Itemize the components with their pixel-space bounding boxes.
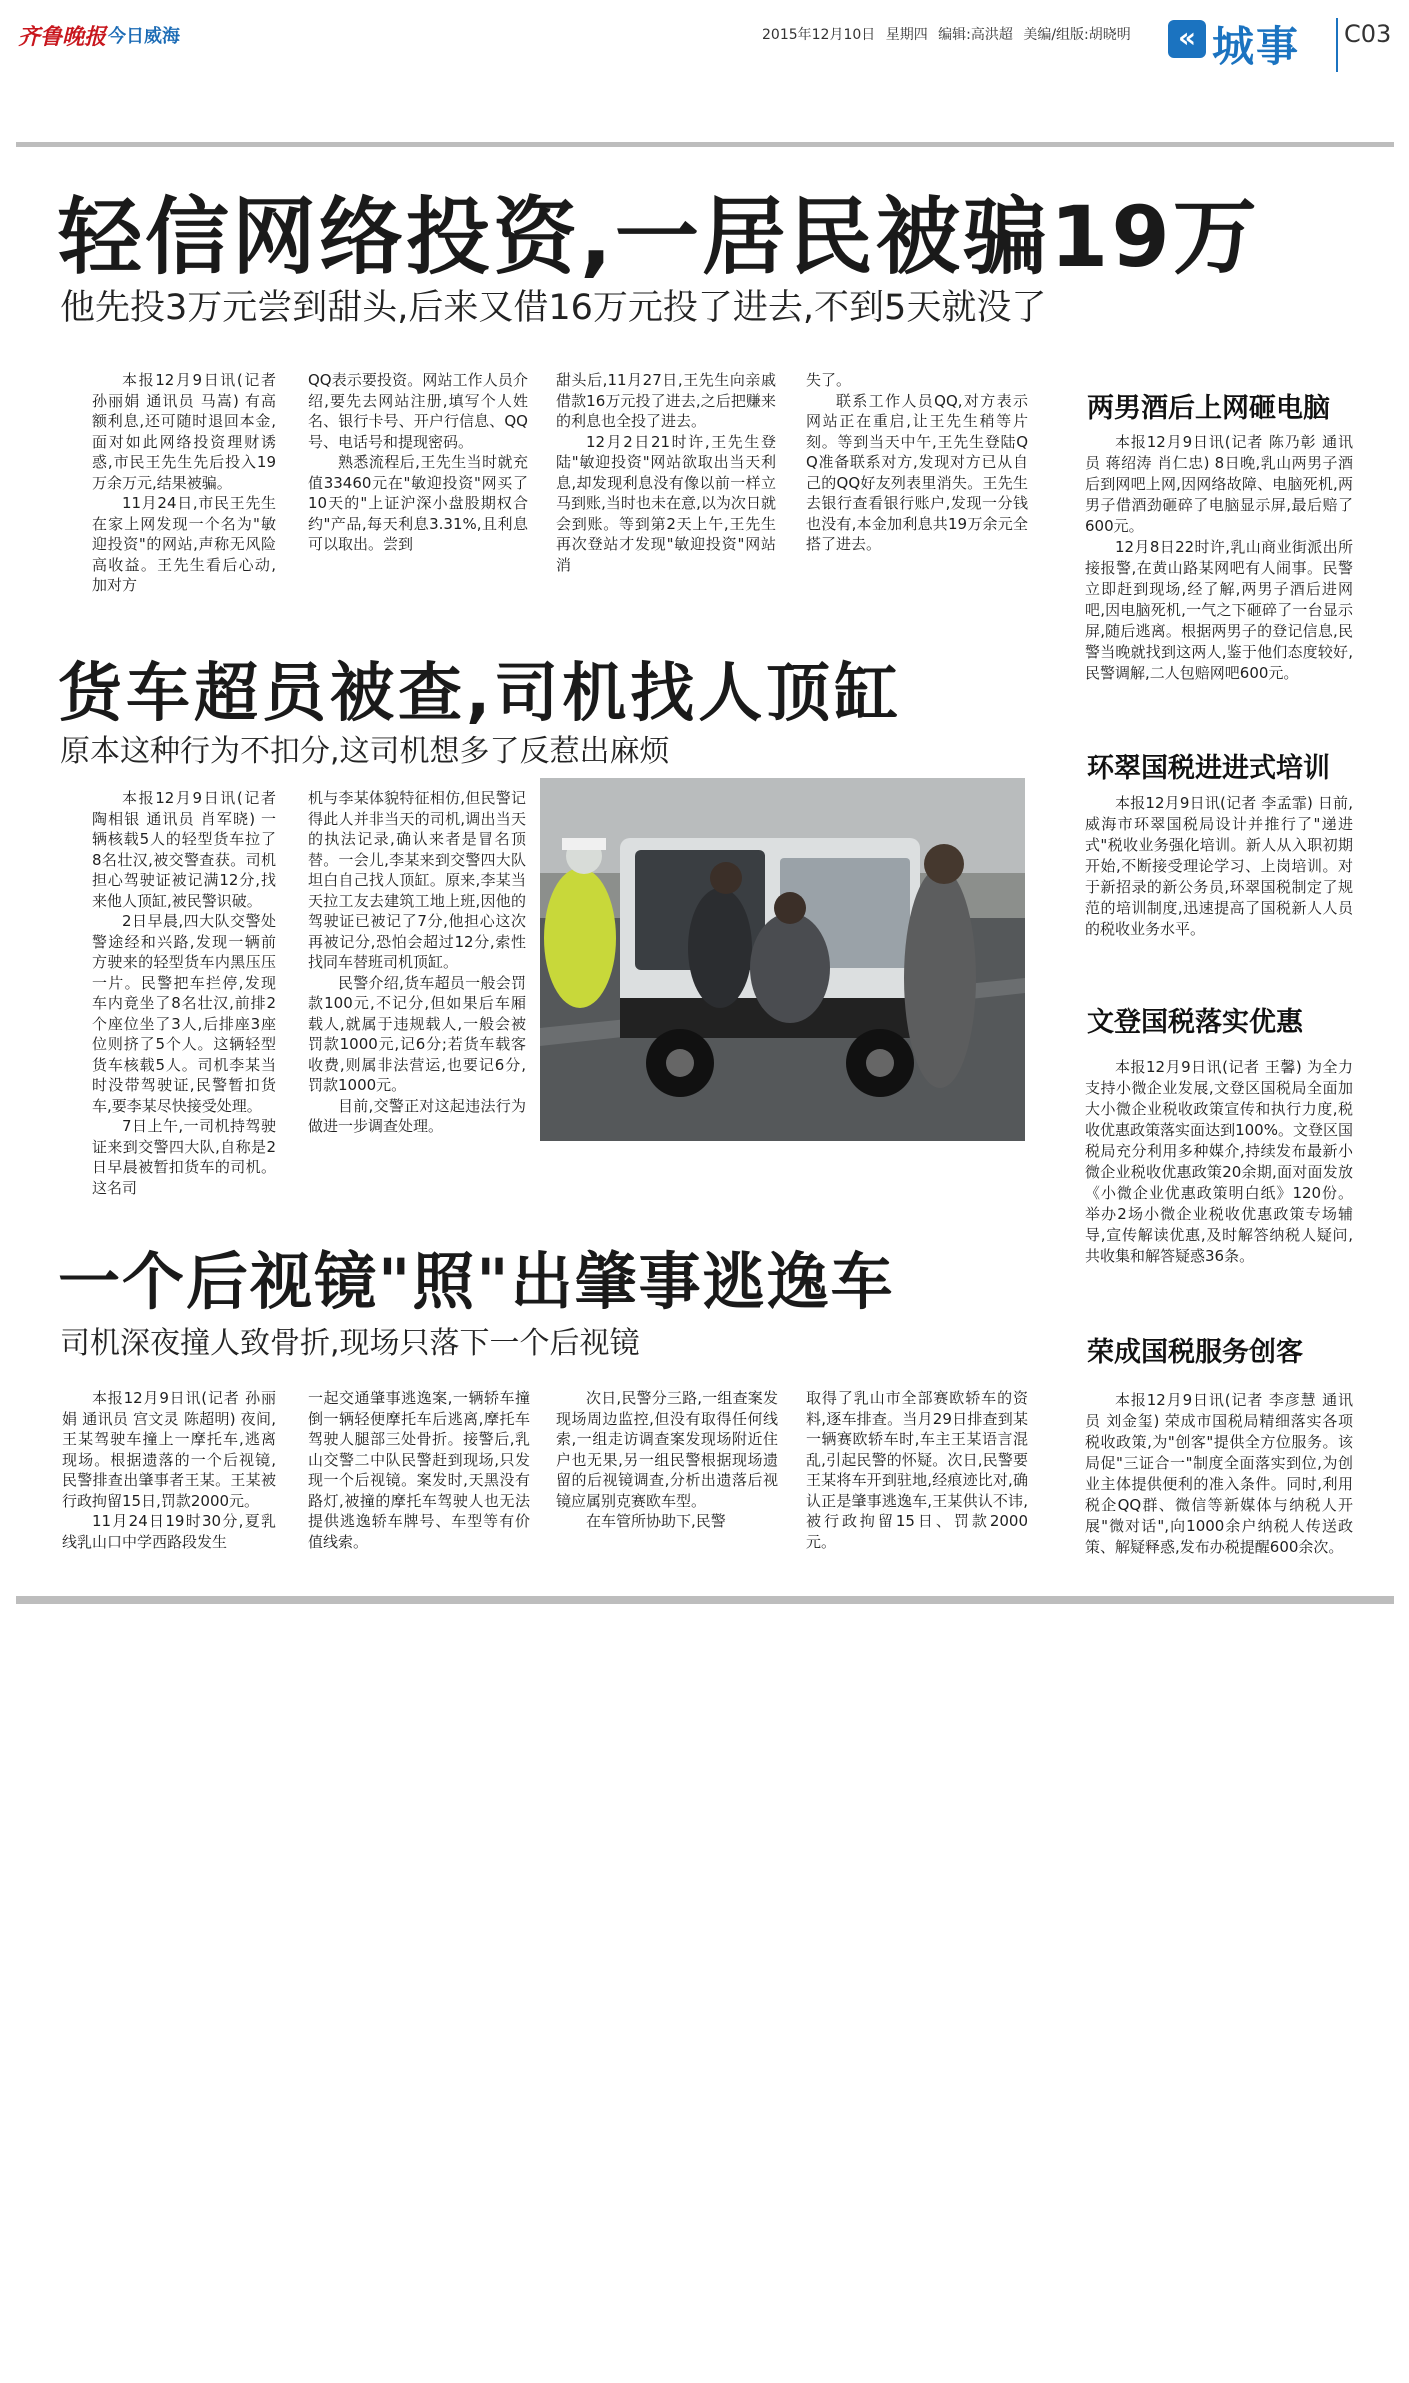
designer-credit: 美编/组版:胡晓明 (1023, 27, 1131, 43)
story1-para: 甜头后,11月27日,王先生向亲戚借款16万元投了进去,之后把赚来的利息也全投了进去。 (556, 371, 776, 430)
sidebar-headline: 荣成国税服务创客 (1087, 1337, 1303, 1368)
sidebar-para: 12月8日22时许,乳山商业街派出所接报警,在黄山路某网吧有人闹事。民警立即赶到现场,经了解,两男子酒后进网吧,因电脑死机,一气之下砸碎了一台显示屏,随后逃离。根据两男子的登记信息,民警当晚就找到这两人,鉴于他们态度较好,民警调解,二人包赔网吧600元。 (1085, 538, 1353, 682)
story3-para: 在车管所协助下,民警 (586, 1512, 726, 1530)
story1-column-4 (806, 370, 1028, 555)
story2-para: 机与李某体貌特征相仿,但民警记得此人并非当天的司机,调出当天的执法记录,确认来者是冒名顶替。一会儿,李某来到交警四大队坦白自己找人顶缸。原来,李某当天拉工友去建筑工地上班,因他的驾驶证已被记了7分,他担心这次再被记分,恐怕会超过12分,索性找同车替班司机顶缸。 (308, 789, 526, 971)
story3-column-2 (308, 1388, 530, 1552)
story3-para: 本报12月9日讯(记者 孙丽娟 通讯员 宫文灵 陈超明) 夜间,王某驾驶车撞上一摩托车,逃离现场。根据遗落的一个后视镜,民警排查出肇事者王某。王某被行政拘留15日,罚款2000元。 (62, 1389, 276, 1510)
story1-column-1 (92, 370, 276, 596)
issue-info (762, 24, 1131, 44)
story1-subhead: 他先投3万元尝到甜头,后来又借16万元投了进去,不到5天就没了 (60, 288, 1047, 328)
story2-headline: 货车超员被查,司机找人顶缸 (58, 657, 903, 731)
story1-column-3 (556, 370, 776, 575)
sidebar-headline: 环翠国税进进式培训 (1087, 753, 1330, 784)
story3-subhead: 司机深夜撞人致骨折,现场只落下一个后视镜 (60, 1326, 640, 1361)
story2-para: 7日上午,一司机持驾驶证来到交警四大队,自称是2日早晨被暂扣货车的司机。这名司 (92, 1117, 276, 1197)
sidebar-body (1085, 432, 1353, 684)
story2-para: 民警介绍,货车超员一般会罚款100元,不记分,但如果后车厢载人,就属于违规载人,一般会被罚款1000元,记6分;若货车载客收费,则属非法营运,也要记6分,罚款1000元。 (308, 973, 526, 1094)
bottom-rule (16, 1596, 1394, 1604)
story2-para: 目前,交警正对这起违法行为做进一步调查处理。 (308, 1096, 526, 1135)
story1-para: 失了。 (806, 371, 852, 389)
double-chevron-left-icon: « (1168, 20, 1206, 58)
story1-column-2 (308, 370, 528, 555)
story2-para: 2日早晨,四大队交警处警途经和兴路,发现一辆前方驶来的轻型货车内黑压压一片。民警把车拦停,发现车内竟坐了8名壮汉,前排2个座位坐了3人,后排座3座位则挤了5个人。这辆轻型货车核载5人。司机李某当时没带驾驶证,民警暂扣货车,要李某尽快接受处理。 (92, 912, 276, 1115)
sidebar-para: 本报12月9日讯(记者 李彦慧 通讯员 刘金玺) 荣成市国税局精细落实各项税收政策,为"创客"提供全方位服务。该局促"三证合一"制度全面落实到位,为创业主体提供便利的准入条件。同时,利用税企QQ群、微信等新媒体与纳税人开展"微对话",向1000余户纳税人传送政策、解疑释惑,发布办税提醒600余次。 (1085, 1391, 1353, 1556)
story2-column-1 (92, 788, 276, 1198)
masthead-logo: 齐鲁晚报 (18, 24, 107, 50)
story1-para: 12月2日21时许,王先生登陆"敏迎投资"网站欲取出当天利息,却发现利息没有像以前一样立马到账,当时也未在意,以为次日就会到账。等到第2天上午,王先生再次登站才发现"敏迎投资"网站消 (556, 432, 776, 574)
story2-subhead: 原本这种行为不扣分,这司机想多了反惹出麻烦 (60, 734, 670, 769)
sidebar-para: 本报12月9日讯(记者 陈乃彰 通讯员 蒋绍涛 肖仁忠) 8日晚,乳山两男子酒后到网吧上网,因网络故障、电脑死机,两男子借酒劲砸碎了电脑显示屏,最后赔了600元。 (1085, 433, 1353, 535)
story1-para: 熟悉流程后,王先生当时就充值33460元在"敏迎投资"网买了10天的"上证沪深小盘股期权合约"产品,每天利息3.31%,且利息可以取出。尝到 (308, 453, 528, 553)
story1-para: 本报12月9日讯(记者 孙丽娟 通讯员 马嵩) 有高额利息,还可随时退回本金,面对如此网络投资理财诱惑,市民王先生先后投入19万余万元,结果被骗。 (92, 371, 276, 492)
story3-column-4 (806, 1388, 1028, 1552)
page-number: C03 (1344, 20, 1392, 48)
sidebar-para: 本报12月9日讯(记者 李孟霏) 日前,威海市环翠国税局设计并推行了"递进式"税收业务强化培训。新人从入职初期开始,不断接受理论学习、上岗培训。对于新招录的新公务员,环翠国税制定了规范的培训制度,迅速提高了国税新人人员的税收业务水平。 (1085, 794, 1353, 938)
story1-para: 11月24日,市民王先生在家上网发现一个名为"敏迎投资"的网站,声称无风险高收益。王先生看后心动,加对方 (92, 494, 276, 594)
story1-para: 联系工作人员QQ,对方表示网站正在重启,让王先生稍等片刻。等到当天中午,王先生登陆QQ准备联系对方,发现对方已从自己的QQ好友列表里消失。王先生去银行查看银行账户,发现一分钱也没有,本金加利息共19万余元全搭了进去。 (806, 391, 1028, 553)
news-photo (540, 778, 1025, 1141)
sidebar-body (1085, 1390, 1353, 1558)
editor-credit: 编辑:高洪超 (938, 27, 1013, 43)
truck-inspection-photo (540, 778, 1025, 1141)
story3-headline: 一个后视镜"照"出肇事逃逸车 (58, 1245, 895, 1318)
story3-para: 一起交通肇事逃逸案,一辆轿车撞倒一辆轻便摩托车后逃离,摩托车驾驶人腿部三处骨折。接警后,乳山交警二中队民警赶到现场,只发现一个后视镜。案发时,天黑没有路灯,被撞的摩托车驾驶人也无法提供逃逸轿车牌号、车型等有价值线索。 (308, 1389, 530, 1551)
sidebar-headline: 文登国税落实优惠 (1087, 1007, 1303, 1038)
edition-name: 今日威海 (108, 26, 180, 47)
sidebar-body (1085, 1057, 1353, 1267)
story1-headline: 轻信网络投资,一居民被骗19万 (58, 188, 1260, 286)
story2-column-2 (308, 788, 526, 1137)
sidebar-para: 本报12月9日讯(记者 王馨) 为全力支持小微企业发展,文登区国税局全面加大小微企业税收政策宣传和执行力度,税收优惠政策落实面达到100%。文登区国税局充分利用多种媒介,持续发布最新小微企业税收优惠政策20余期,面对面发放《小微企业优惠政策明白纸》120份。举办2场小微企业税收优惠政策专场辅导,宣传解读优惠,及时解答纳税人疑问,共收集和解答疑惑36条。 (1085, 1058, 1353, 1265)
story1-para: QQ表示要投资。网站工作人员介绍,要先去网站注册,填写个人姓名、银行卡号、开户行信息、QQ号、电话号和提现密码。 (308, 371, 528, 451)
issue-weekday: 星期四 (885, 27, 928, 43)
section-title: 城事 (1212, 22, 1301, 71)
story3-column-3 (556, 1388, 778, 1532)
story3-para: 11月24日19时30分,夏乳线乳山口中学西路段发生 (62, 1512, 276, 1551)
top-rule (16, 142, 1394, 147)
story3-column-1 (62, 1388, 276, 1552)
story2-para: 本报12月9日讯(记者 陶相银 通讯员 肖军晓) 一辆核载5人的轻型货车拉了8名壮汉,被交警查获。司机担心驾驶证被记满12分,找来他人顶缸,被民警识破。 (92, 789, 276, 910)
story3-para: 次日,民警分三路,一组查案发现场周边监控,但没有取得任何线索,一组走访调查案发现场附近住户也无果,另一组民警根据现场遗留的后视镜调查,分析出遗落后视镜应属别克赛欧车型。 (556, 1389, 778, 1510)
issue-date: 2015年12月10日 (762, 27, 876, 43)
header-divider (1336, 18, 1338, 72)
story3-para: 取得了乳山市全部赛欧轿车的资料,逐车排查。当月29日排查到某一辆赛欧轿车时,车主王某语言混乱,引起民警的怀疑。次日,民警要王某将车开到驻地,经痕迹比对,确认正是肇事逃逸车,王某供认不讳,被行政拘留15日、罚款2000元。 (806, 1389, 1028, 1551)
sidebar-headline: 两男酒后上网砸电脑 (1087, 393, 1330, 424)
sidebar-body (1085, 793, 1353, 940)
